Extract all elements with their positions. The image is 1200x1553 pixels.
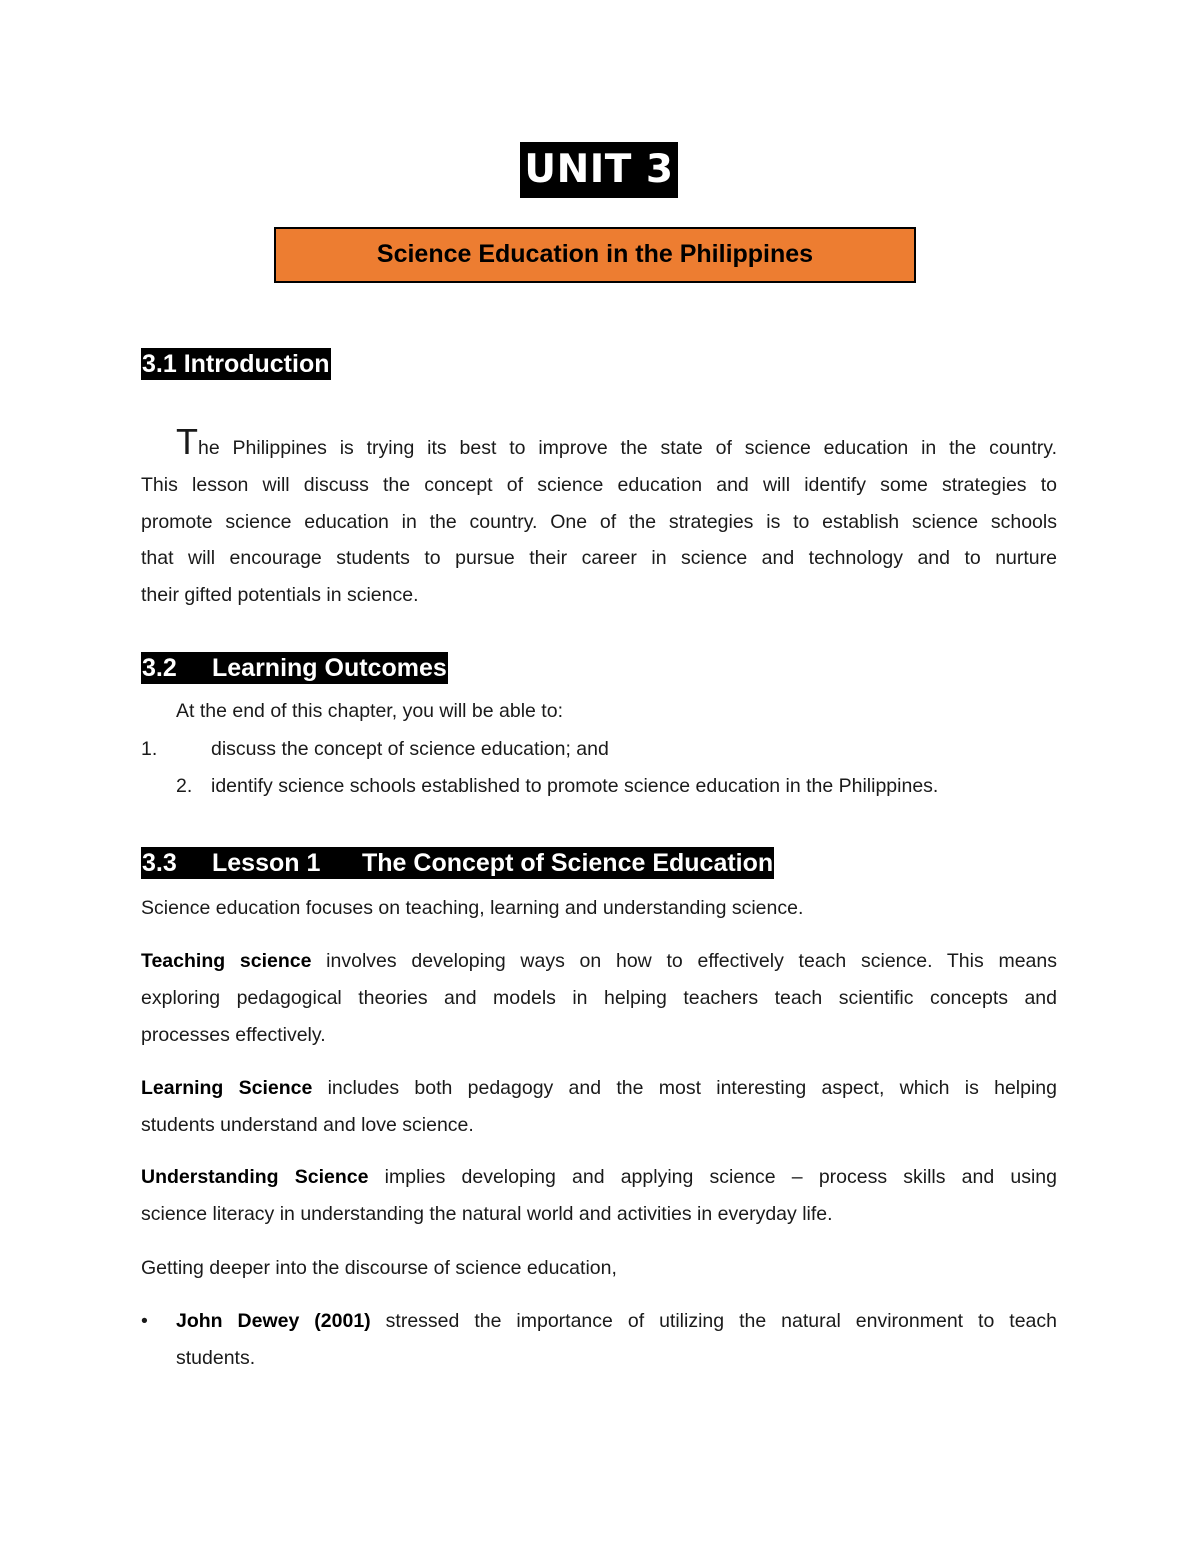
understanding-line-text: implies developing and applying science – process skills and using	[368, 1166, 1057, 1188]
intro-line-1	[141, 421, 1057, 467]
subtitle-text: Science Education in the Philippines	[376, 240, 814, 268]
list-item: identify science schools established to promote science education in the Philippines.	[211, 775, 939, 797]
intro-line-3: promote science education in the country. One of the strategies is to establish science schools	[141, 510, 1057, 533]
understanding-paragraph	[141, 1159, 1057, 1233]
lesson-focus-text: Science education focuses on teaching, learning and understanding science.	[141, 897, 804, 919]
bullet-line-1	[176, 1303, 1057, 1340]
heading-title: Learning Outcomes	[212, 654, 447, 682]
outcomes-lead: At the end of this chapter, you will be able to:	[176, 700, 563, 722]
term-teaching-science: Teaching science	[141, 950, 312, 972]
unit-title: UNIT 3	[520, 142, 677, 198]
understanding-line-2: science literacy in understanding the natural world and activities in everyday life.	[141, 1202, 833, 1225]
section-heading-introduction	[141, 348, 331, 380]
teaching-paragraph	[141, 943, 1057, 1053]
bullet-line-2: students.	[176, 1346, 256, 1369]
list-item-number: 2.	[176, 775, 193, 797]
section-heading-lesson-1	[141, 847, 774, 879]
bullet-icon: •	[141, 1310, 148, 1332]
list-item: discuss the concept of science education; and	[211, 738, 609, 760]
intro-paragraph	[141, 421, 1057, 614]
bullet-paragraph	[176, 1303, 1057, 1377]
teaching-line-1	[141, 943, 1057, 980]
deeper-text: Getting deeper into the discourse of science education,	[141, 1257, 617, 1279]
intro-line-text: he Philippines is trying its best to improve the state of science education in the country.	[198, 437, 1057, 459]
learning-line-2: students understand and love science.	[141, 1113, 474, 1136]
heading-title: The Concept of Science Education	[362, 849, 774, 877]
term-john-dewey: John Dewey (2001)	[176, 1310, 371, 1332]
bullet-line-text: stressed the importance of utilizing the natural environment to teach	[370, 1310, 1057, 1332]
intro-line-2: This lesson will discuss the concept of science education and will identify some strategies to	[141, 473, 1057, 496]
learning-paragraph	[141, 1070, 1057, 1144]
subtitle-banner	[274, 227, 916, 283]
teaching-line-2: exploring pedagogical theories and models in helping teachers teach scientific concepts and	[141, 986, 1057, 1009]
unit-title-wrap	[141, 142, 1057, 198]
teaching-line-text: involves developing ways on how to effectively teach science. This means	[311, 950, 1057, 972]
list-item-number: 1.	[141, 738, 158, 760]
heading-text: 3.1 Introduction	[142, 350, 330, 378]
term-learning-science: Learning Science	[141, 1077, 313, 1099]
heading-number: 3.2	[142, 654, 177, 682]
intro-line-5: their gifted potentials in science.	[141, 584, 419, 607]
learning-line-1	[141, 1070, 1057, 1107]
term-understanding-science: Understanding Science	[141, 1166, 369, 1188]
heading-number: 3.3	[142, 849, 177, 877]
teaching-line-3: processes effectively.	[141, 1023, 326, 1046]
intro-line-4: that will encourage students to pursue their career in science and technology and to nurture	[141, 547, 1057, 570]
dropcap: T	[176, 421, 198, 462]
learning-line-text: includes both pedagogy and the most interesting aspect, which is helping	[312, 1077, 1057, 1099]
understanding-line-1	[141, 1159, 1057, 1196]
section-heading-learning-outcomes	[141, 652, 448, 684]
heading-lesson-label: Lesson 1	[212, 849, 321, 877]
